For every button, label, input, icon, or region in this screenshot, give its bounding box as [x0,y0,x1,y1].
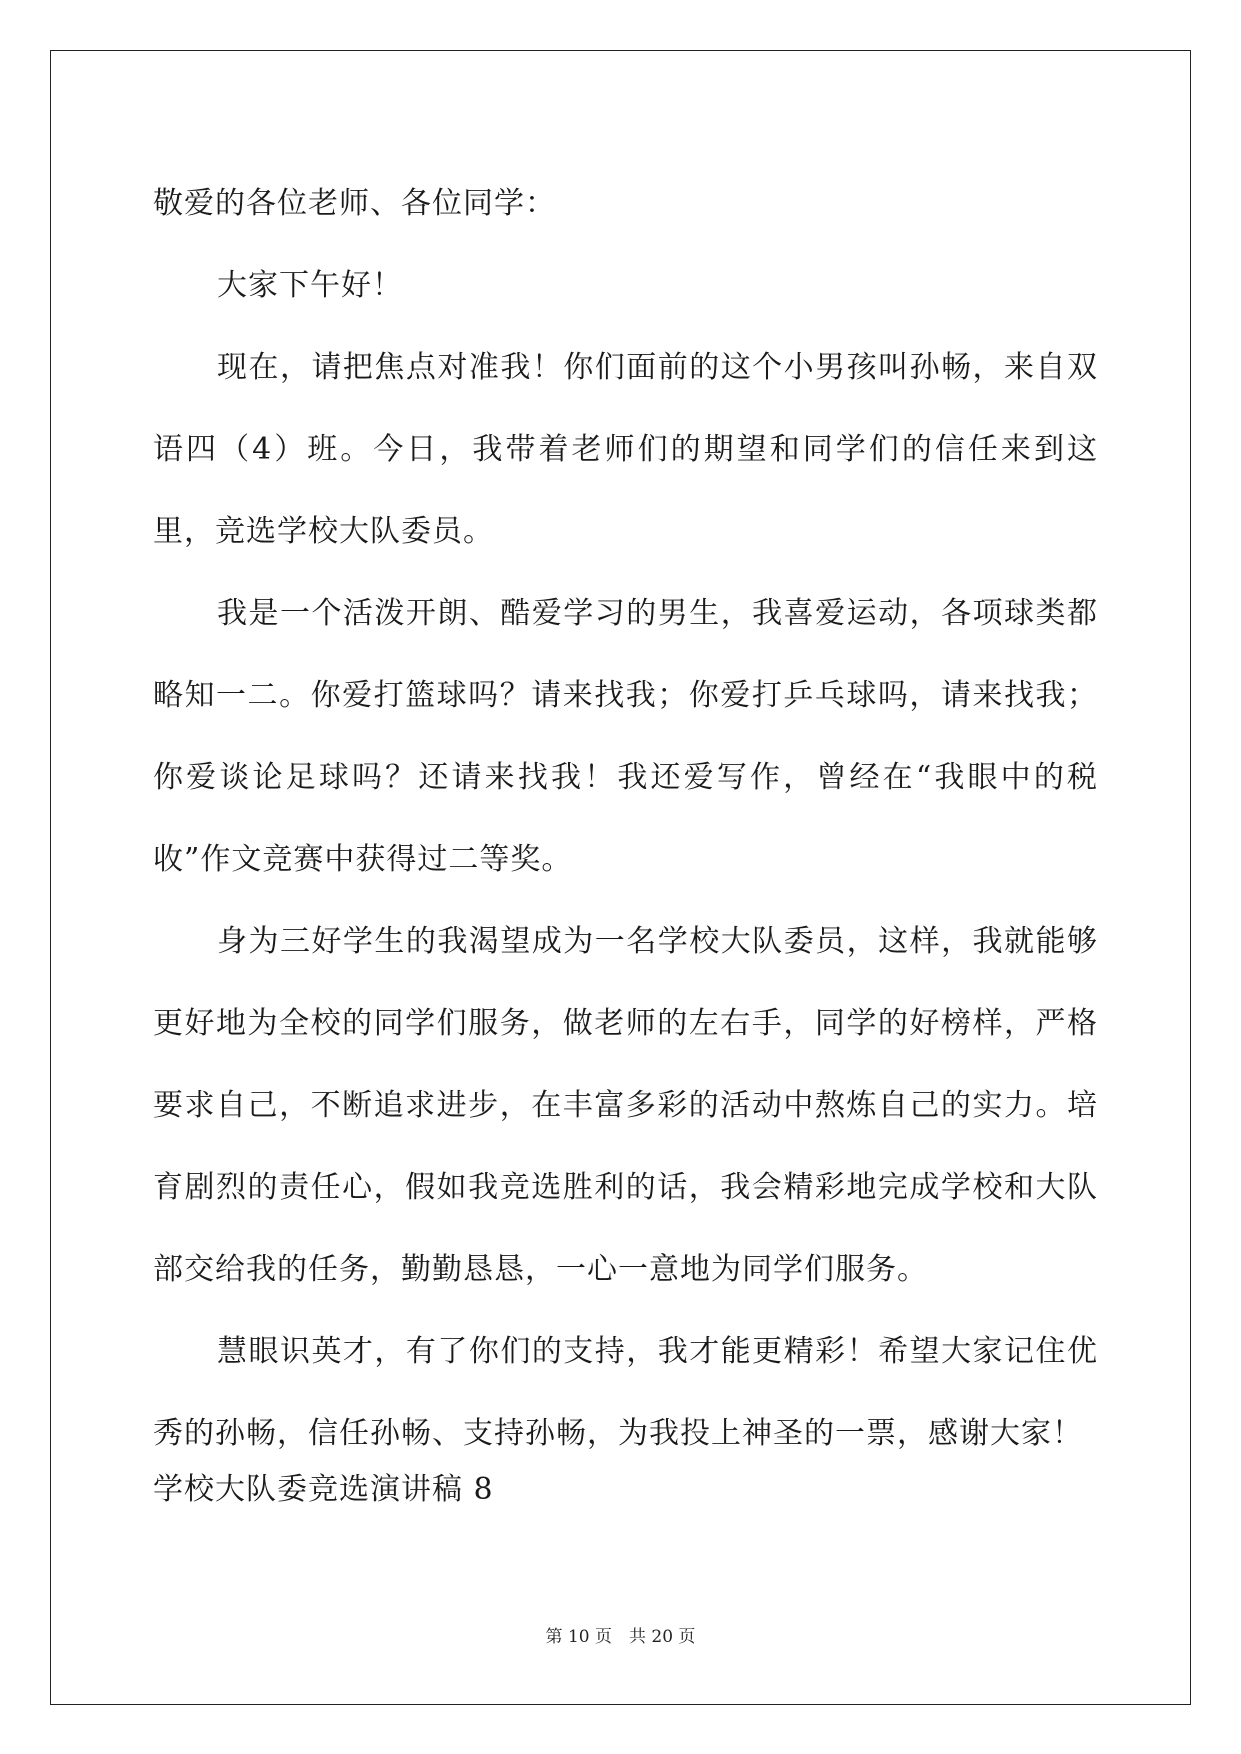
paragraph-goals: 身为三好学生的我渴望成为一名学校大队委员，这样，我就能够更好地为全校的同学们服务，做老师的左右手，同学的好榜样，严格要求自己，不断追求进步，在丰富多彩的活动中熬炼自己的实力。培育剧烈的责任心，假如我竞选胜利的话，我会精彩地完成学校和大队部交给我的任务，勤勤恳恳，一心一意地为同学们服务。 [153,924,1098,1287]
document-body [153,163,1098,1521]
paragraph-introduction: 现在，请把焦点对准我！你们面前的这个小男孩叫孙畅，来自双语四（4）班。今日，我带着老师们的期望和同学们的信任来到这里，竞选学校大队委员。 [153,350,1098,549]
salutation: 敬爱的各位老师、各位同学： [153,186,556,221]
paragraph-hobbies: 我是一个活泼开朗、酷爱学习的男生，我喜爱运动，各项球类都略知一二。你爱打篮球吗？请来找我；你爱打乒乓球吗，请来找我；你爱谈论足球吗？还请来找我！我还爱写作，曾经在“我眼中的税收”作文竞赛中获得过二等奖。 [153,596,1098,877]
paragraph-closing: 慧眼识英才，有了你们的支持，我才能更精彩！希望大家记住优秀的孙畅，信任孙畅、支持孙畅，为我投上神圣的一票，感谢大家！ [153,1334,1098,1451]
greeting: 大家下午好！ [217,268,403,303]
section-heading: 学校大队委竞选演讲稿 8 [153,1472,494,1507]
page-number-footer: 第 10 页 共 20 页 [545,1627,696,1647]
